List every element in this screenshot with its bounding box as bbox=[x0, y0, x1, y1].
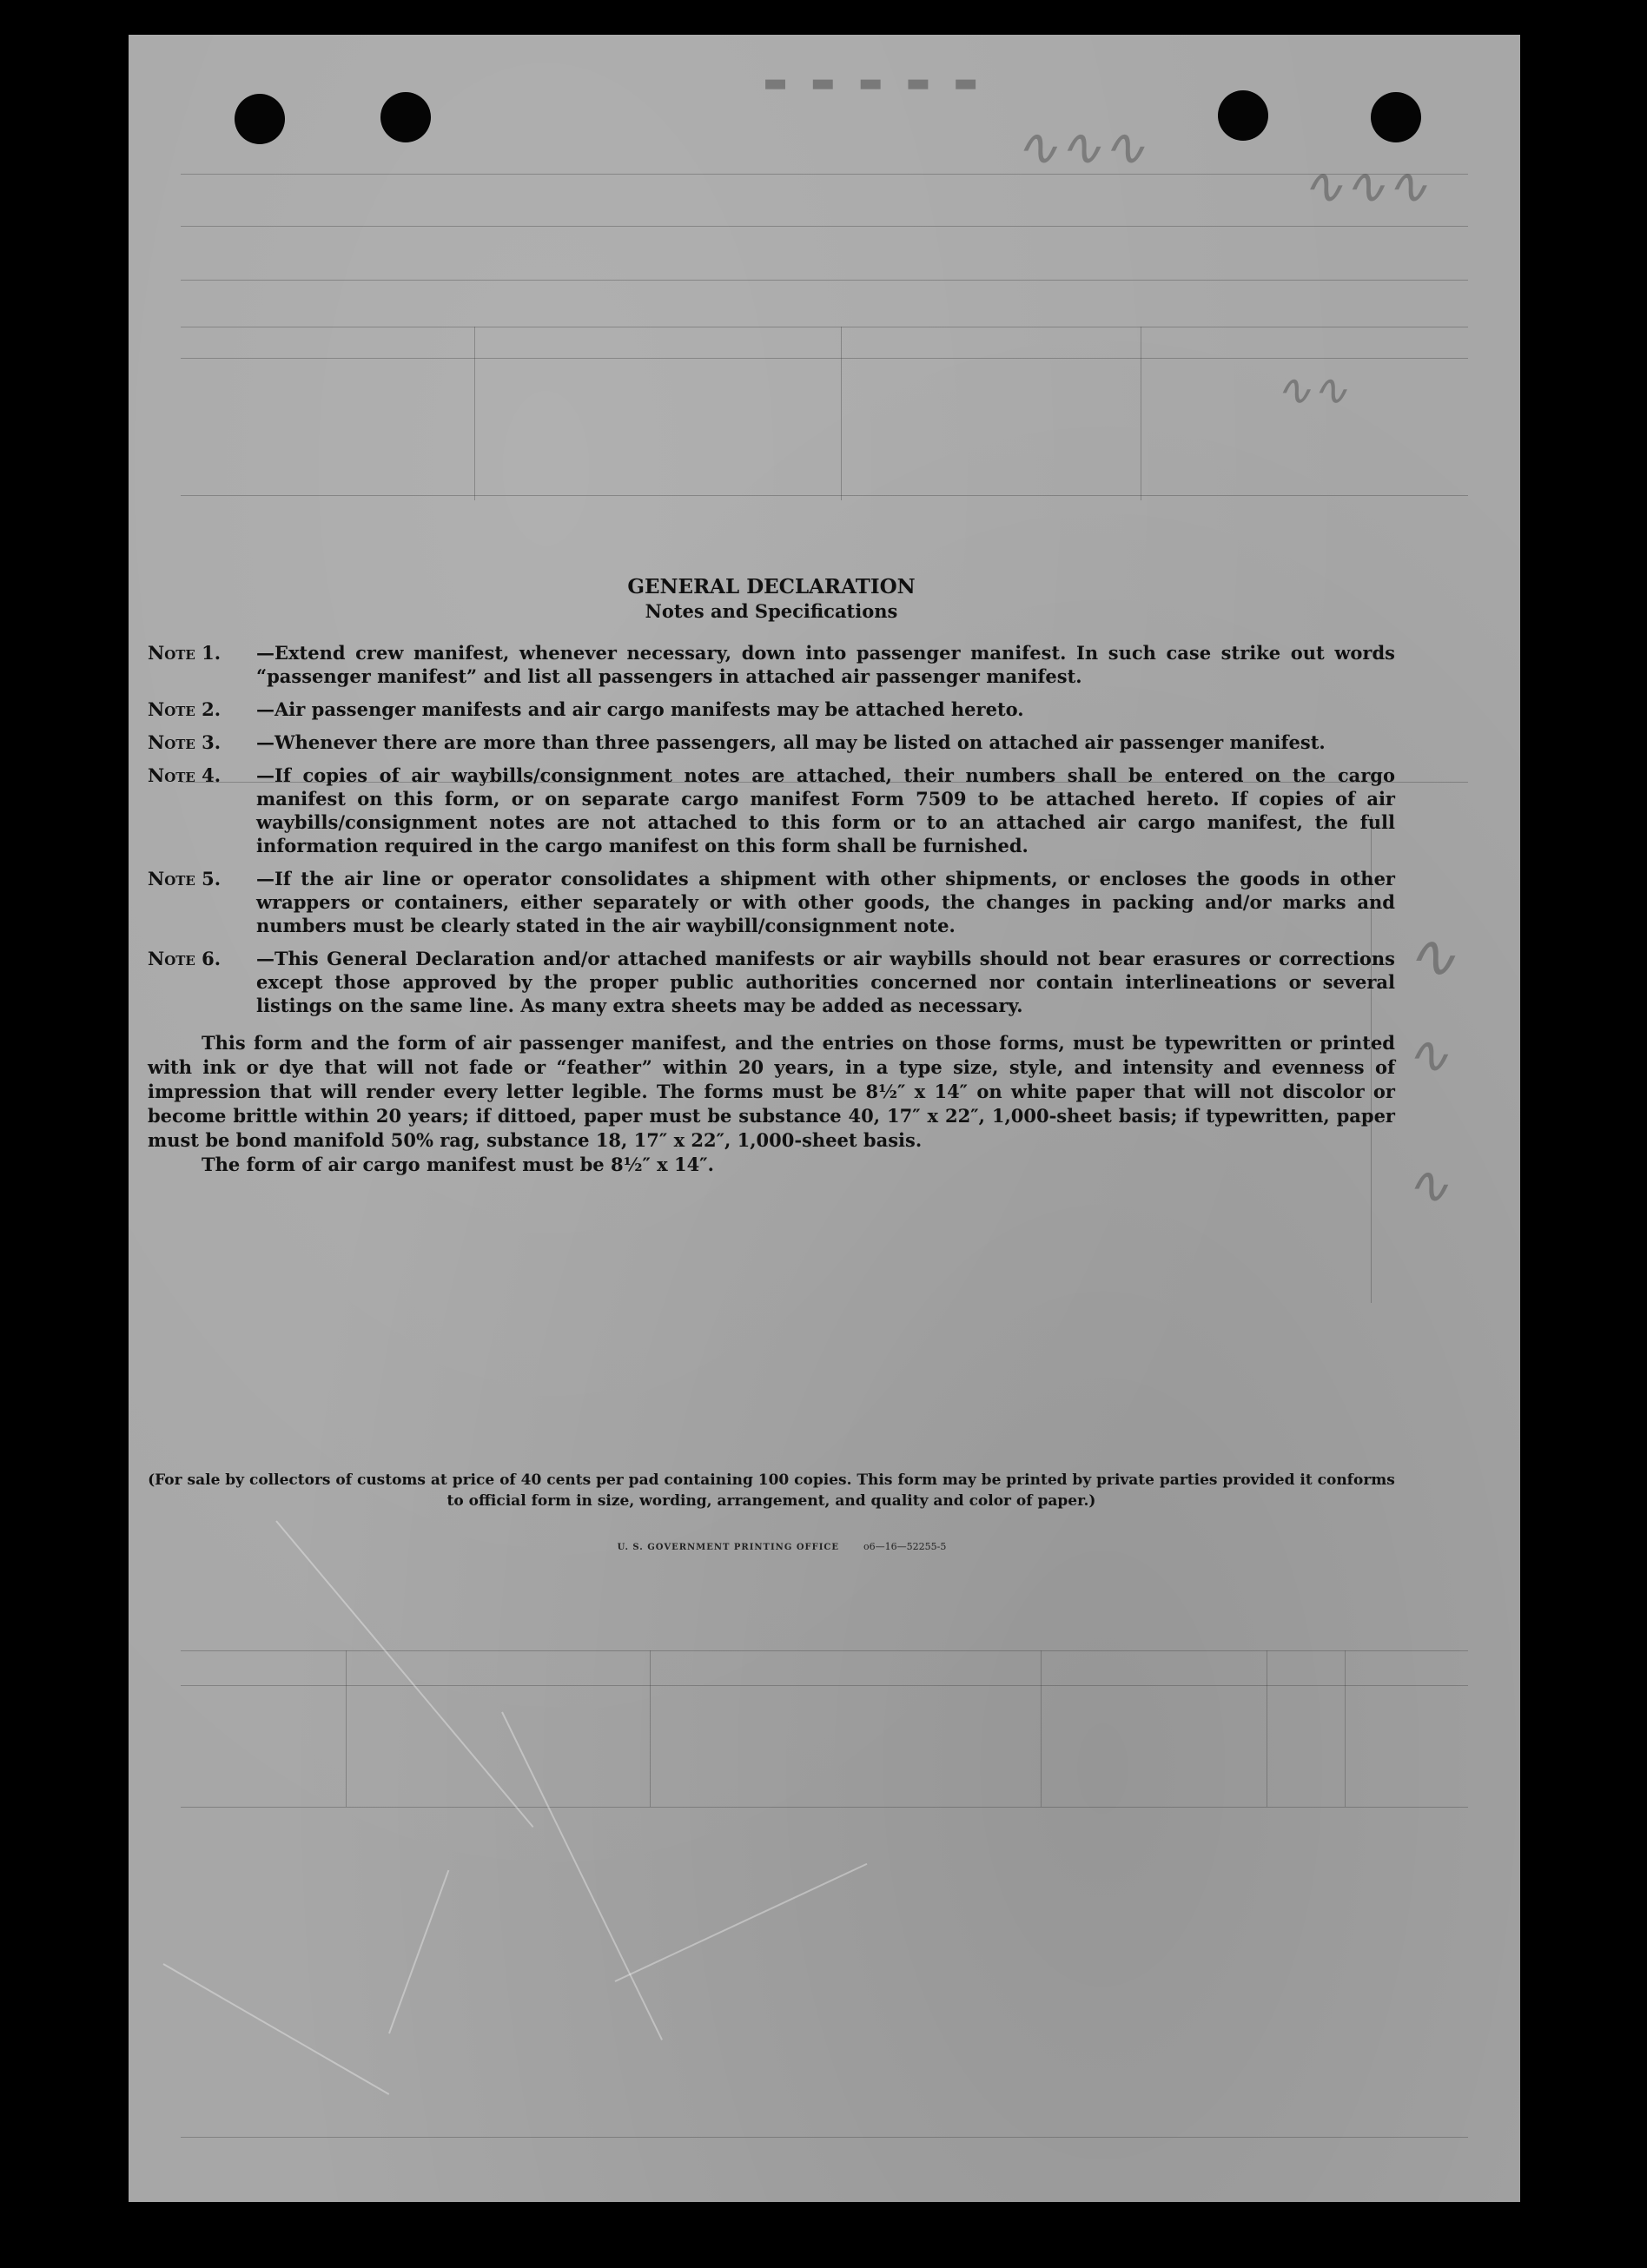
bleed-through-rule bbox=[650, 1650, 651, 1807]
notes-section bbox=[148, 575, 1395, 1177]
note-label: Note 5. bbox=[148, 868, 222, 889]
cargo-manifest-size-note: The form of air cargo manifest must be 8½″ x 14″. bbox=[202, 1154, 714, 1175]
note-6 bbox=[148, 947, 1395, 1017]
paper-crease bbox=[388, 1870, 449, 2034]
note-text: —If copies of air waybills/consignment notes are attached, their numbers shall be entered on the cargo manifest on this form, or on separate cargo manifest Form 7509 to be attached hereto. If copies of air waybills/consignment notes are not attached to this form or to an attached air cargo manifest, the full information required in the cargo manifest on this form shall be furnished. bbox=[256, 764, 1395, 856]
bleed-through-rule bbox=[181, 1650, 1468, 1651]
bleed-through-rule bbox=[181, 1807, 1468, 1808]
punch-hole bbox=[380, 92, 431, 142]
bleed-through-rule bbox=[1041, 1650, 1042, 1807]
note-text: —If the air line or operator consolidates a shipment with other shipments, or encloses the goods in other wrappers or containers, either separately or with other goods, the changes in packing and/or marks and numbers must be clearly stated in the air waybill/consignment note. bbox=[256, 868, 1395, 936]
note-label: Note 6. bbox=[148, 948, 222, 969]
punch-hole bbox=[1218, 90, 1268, 141]
handwriting-mark: ∿∿ bbox=[1275, 365, 1348, 415]
bleed-through-rule bbox=[841, 327, 842, 500]
note-1 bbox=[148, 641, 1395, 688]
bleed-through-rule bbox=[181, 280, 1468, 281]
paper-crease bbox=[615, 1863, 868, 1982]
handwriting-mark: ∿ bbox=[1406, 1025, 1450, 1086]
page-title: GENERAL DECLARATION bbox=[627, 575, 916, 598]
paper-crease bbox=[501, 1712, 663, 2040]
paper-crease bbox=[275, 1520, 533, 1828]
handwriting-mark: ∿∿∿ bbox=[1015, 117, 1146, 178]
note-text: —Extend crew manifest, whenever necessary, down into passenger manifest. In such case strike out words “passenger manifest” and list all passengers in attached air passenger manifest. bbox=[256, 642, 1395, 687]
paper-crease bbox=[163, 1963, 390, 2095]
handwriting-mark: ∿ bbox=[1406, 1155, 1450, 1216]
handwriting-mark: ∿∿∿ bbox=[1301, 156, 1428, 215]
bleed-through-rule bbox=[181, 495, 1468, 496]
note-4 bbox=[148, 764, 1395, 857]
page-subtitle: Notes and Specifications bbox=[645, 600, 898, 622]
bleed-through-rule bbox=[1345, 1650, 1346, 1807]
note-5 bbox=[148, 867, 1395, 937]
bleed-through-rule bbox=[181, 1685, 1468, 1686]
bleed-through-rule bbox=[181, 174, 1468, 175]
note-label: Note 2. bbox=[148, 698, 222, 720]
note-3 bbox=[148, 731, 1395, 754]
bleed-through-rule bbox=[181, 2137, 1468, 2138]
note-text: —This General Declaration and/or attached manifests or air waybills should not bear erasures or corrections except those approved by the proper public authorities concerned nor contain interlineations or several listings on the same line. As many extra sheets may be added as necessary. bbox=[256, 948, 1395, 1016]
printer-imprint: U. S. GOVERNMENT PRINTING OFFICE o6—16—52255-5 bbox=[617, 1541, 947, 1552]
specifications-paragraph: This form and the form of air passenger manifest, and the entries on those forms, must be typewritten or printed with ink or dye that will not fade or “feather” within 20 years, in a type size, style, and intensity and evenness of impression that will render every letter legible. The forms must be 8½″ x 14″ on white paper that will not discolor or become brittle within 20 years; if dittoed, paper must be substance 40, 17″ x 22″, 1,000-sheet basis; if typewritten, paper must be bond manifold 50% rag, substance 18, 17″ x 22″, 1,000-sheet basis. bbox=[148, 1032, 1395, 1151]
handwriting-mark: ∿ bbox=[1406, 921, 1457, 992]
note-label: Note 1. bbox=[148, 642, 222, 664]
bleed-through-rule bbox=[181, 226, 1468, 227]
punch-hole bbox=[1371, 92, 1421, 142]
bleed-through-rule bbox=[346, 1650, 347, 1807]
punch-hole bbox=[235, 94, 285, 144]
note-text: —Air passenger manifests and air cargo manifests may be attached hereto. bbox=[256, 698, 1024, 720]
bleed-through-title: ▬ ▬ ▬ ▬ ▬ bbox=[756, 68, 978, 98]
note-2 bbox=[148, 698, 1395, 721]
bleed-through-rule bbox=[474, 327, 475, 500]
note-text: —Whenever there are more than three passengers, all may be listed on attached air passenger manifest. bbox=[256, 731, 1326, 753]
note-label: Note 4. bbox=[148, 764, 222, 786]
note-label: Note 3. bbox=[148, 731, 222, 753]
sale-note: (For sale by collectors of customs at price of 40 cents per pad containing 100 copies. This form may be printed by private parties provided it conforms to official form in size, wording, arrangement, and quality and color of paper.) bbox=[148, 1471, 1395, 1510]
bleed-through-rule bbox=[181, 358, 1468, 359]
